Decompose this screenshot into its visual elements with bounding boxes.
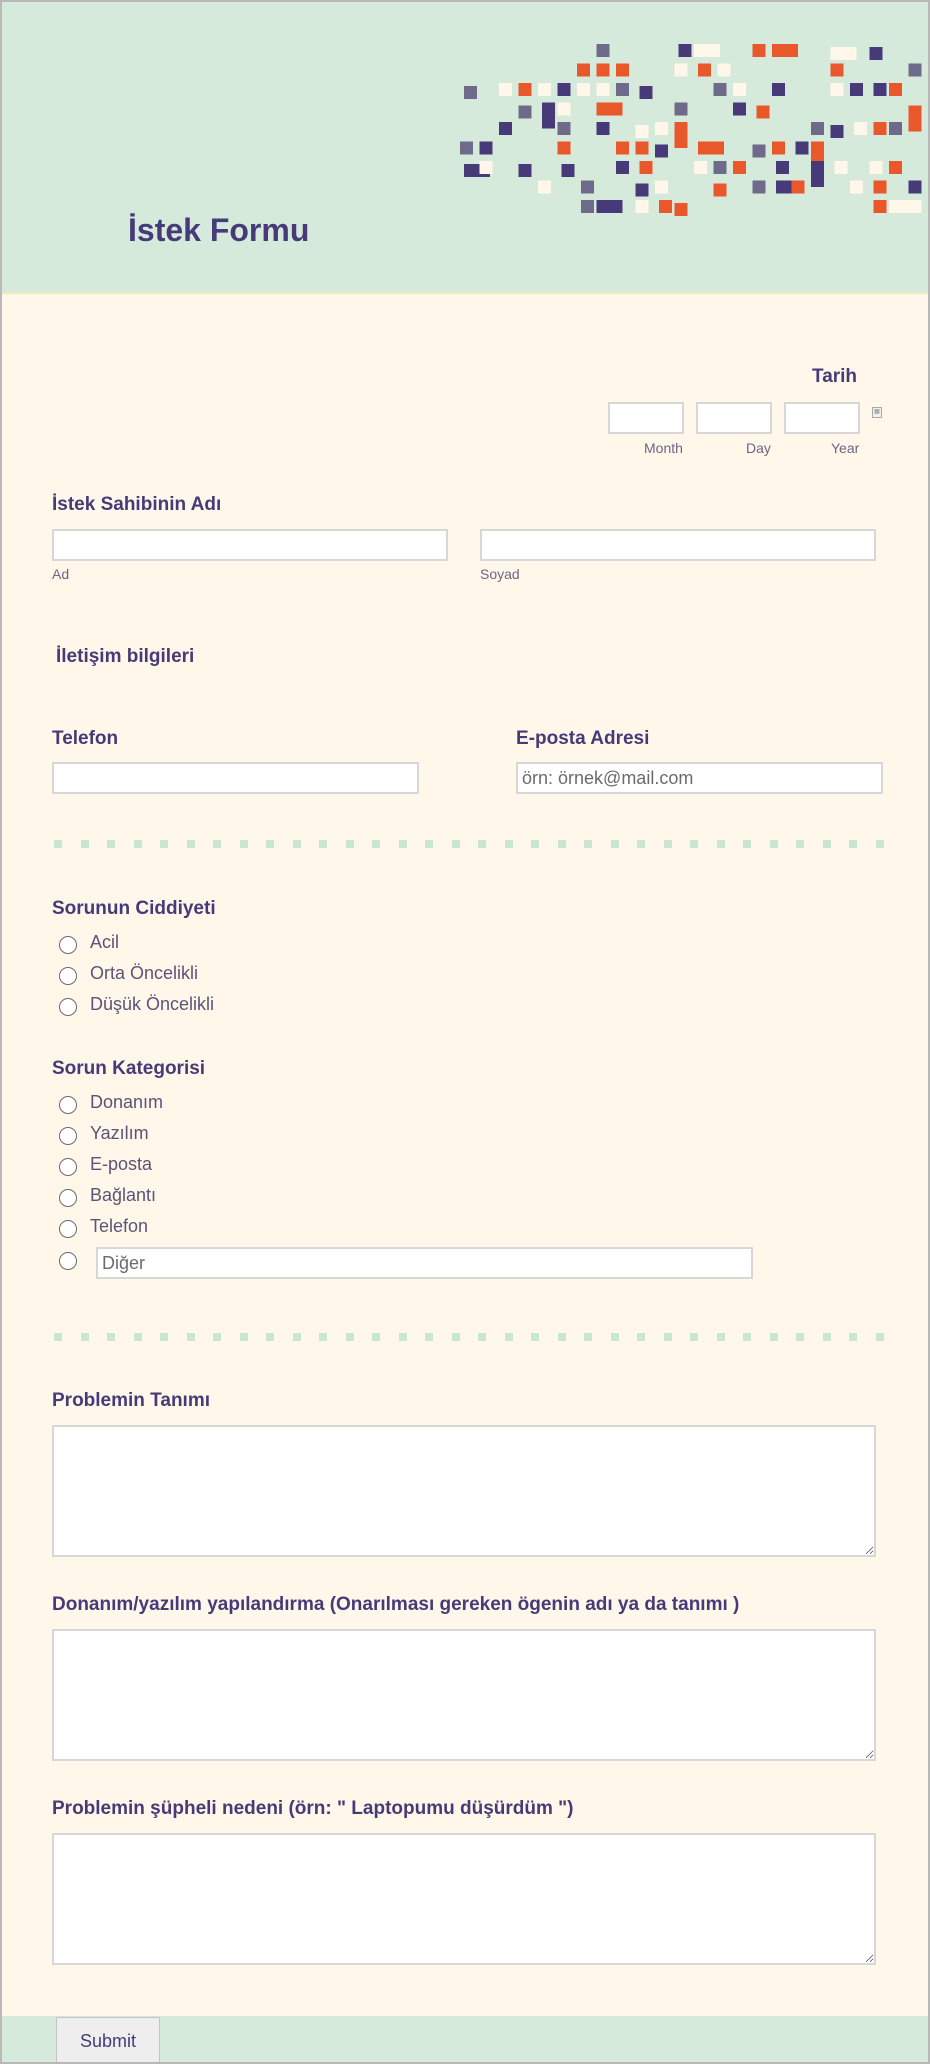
suspected-cause-textarea[interactable] (52, 1833, 876, 1965)
category-radio-hardware[interactable] (59, 1096, 77, 1114)
requester-name-label: İstek Sahibinin Adı (52, 494, 222, 515)
category-radio-other[interactable] (59, 1252, 77, 1270)
email-label: E-posta Adresi (516, 728, 650, 749)
problem-description-label: Problemin Tanımı (52, 1390, 211, 1411)
last-name-sublabel: Soyad (480, 566, 520, 582)
category-radio-connection[interactable] (59, 1189, 77, 1207)
date-month-input[interactable] (608, 402, 684, 434)
date-day-input[interactable] (696, 402, 772, 434)
severity-radio-low[interactable] (59, 998, 77, 1016)
section-divider (54, 840, 884, 848)
date-month-sublabel: Month (644, 440, 683, 456)
severity-option-label: Acil (90, 932, 120, 952)
category-other-input[interactable] (96, 1247, 753, 1279)
date-year-sublabel: Year (831, 440, 860, 456)
submit-button[interactable]: Submit (56, 2017, 160, 2064)
configuration-label: Donanım/yazılım yapılandırma (Onarılması gereken ögenin adı ya da tanımı ) (52, 1594, 740, 1615)
configuration-textarea[interactable] (52, 1629, 876, 1761)
category-option-label: Telefon (90, 1216, 149, 1236)
category-option-label: Donanım (90, 1092, 164, 1112)
severity-option-label: Düşük Öncelikli (90, 994, 215, 1014)
category-radio-email[interactable] (59, 1158, 77, 1176)
category-option-label: E-posta (90, 1154, 153, 1174)
calendar-icon[interactable]: ▦ (872, 407, 882, 418)
email-input[interactable] (516, 762, 883, 794)
category-radio-software[interactable] (59, 1127, 77, 1145)
first-name-sublabel: Ad (52, 566, 70, 582)
last-name-input[interactable] (480, 529, 876, 561)
phone-label: Telefon (52, 728, 119, 749)
first-name-input[interactable] (52, 529, 448, 561)
category-radio-phone[interactable] (59, 1220, 77, 1238)
severity-radio-urgent[interactable] (59, 936, 77, 954)
severity-radio-medium[interactable] (59, 967, 77, 985)
contact-info-heading: İletişim bilgileri (56, 646, 195, 667)
suspected-cause-label: Problemin şüpheli nedeni (örn: " Laptopumu düşürdüm ") (52, 1798, 574, 1819)
problem-description-textarea[interactable] (52, 1425, 876, 1557)
phone-input[interactable] (52, 762, 419, 794)
severity-label: Sorunun Ciddiyeti (52, 898, 216, 919)
section-divider (54, 1333, 884, 1341)
form-title: İstek Formu (128, 212, 310, 248)
category-label: Sorun Kategorisi (52, 1058, 206, 1079)
form-header (2, 2, 928, 294)
date-year-input[interactable] (784, 402, 860, 434)
date-label: Tarih (812, 366, 858, 387)
date-day-sublabel: Day (746, 440, 771, 456)
severity-option-label: Orta Öncelikli (90, 963, 199, 983)
category-option-label: Bağlantı (90, 1185, 157, 1205)
header-mosaic-decoration (2, 2, 928, 294)
category-option-label: Yazılım (90, 1123, 149, 1143)
